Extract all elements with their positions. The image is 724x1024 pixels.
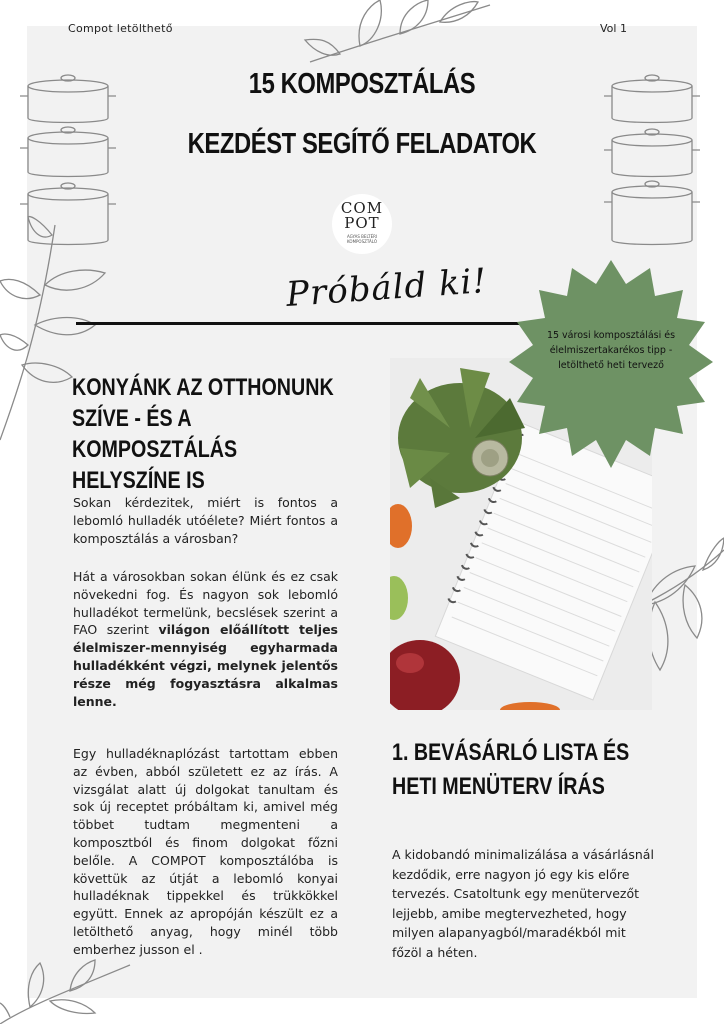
compot-logo [332, 194, 392, 254]
page-title-line-2: KEZDÉST SEGÍTŐ FELADATOK [187, 128, 537, 160]
cooking-pots-left-icon [18, 68, 118, 250]
leaf-branch-bottom-icon [0, 955, 140, 1024]
section-divider [76, 322, 526, 325]
left-paragraph-1: Sokan kérdezitek, miért is fontos a lebomló hulladék utóélete? Miért fontos a komposztálás a városban? [73, 495, 338, 546]
logo-tagline-line-2: KOMPOSZTÁLÓ [347, 239, 377, 244]
left-paragraph-2-bold: világon előállított teljes élelmiszer-mennyiség egyharmada hulladékként végzi, melynek jelentős része még fogyasztásra alkalmas lenne. [73, 622, 338, 709]
header-volume-label: Vol 1 [600, 22, 627, 35]
cooking-pots-right-icon [602, 72, 702, 250]
left-paragraph-2-text: Hát a városokban sokan élünk és ez csak növekedni fog. És nagyon sok lebomló hulladékot termelünk, becslések szerint a FAO szerint [73, 569, 338, 638]
right-paragraph-1: A kidobandó minimalizálása a vásárlásnál kezdődik, erre nagyon jó egy kis előre tervezés. Csatoltunk egy menütervezőt lejjebb, amibe megtervezheted, hogy milyen alapanyagból/maradékból mit főzöl a héten. [392, 847, 654, 960]
logo-text-top: COM [340, 199, 384, 217]
logo-tagline [332, 234, 392, 244]
left-section-heading: KONYÁNK AZ OTTHONUNK SZÍVE - ÉS A KOMPOSZTÁLÁS HELYSZÍNE IS [72, 374, 334, 494]
leaf-branch-top-icon [300, 0, 500, 65]
logo-tagline-line-1: AGYAS BELTÉRI [346, 234, 378, 239]
logo-text-bottom: POT [344, 214, 380, 232]
script-heading: Próbáld ki! [284, 261, 489, 315]
header-brand-label: Compot letölthető [68, 22, 173, 35]
badge-text: 15 városi komposztálási és élelmiszertakarékos tipp - letölthető heti tervező [546, 330, 676, 371]
right-section-heading: 1. BEVÁSÁRLÓ LISTA ÉS HETI MENÜTERV ÍRÁS [392, 739, 630, 800]
left-paragraph-2 [73, 568, 338, 710]
left-paragraph-3: Egy hulladéknaplózást tartottam ebben az évben, abból született ez az írás. A vizsgálat alatt új dolgokat tanultam és sok új receptet próbáltam ki, amivel még többet tudtam megmenteni a komposztból és finom dolgokat főzni belőle. A COMPOT komposztálóba is követtük az útját a lebomló konyai hulladéknak tippekkel és trükkökkel együtt. Ennek az apropóján készült ez a letölthető anyag, hogy minél több emberhez jusson el . [73, 746, 338, 957]
page-title-line-1: 15 KOMPOSZTÁLÁS [248, 68, 476, 100]
